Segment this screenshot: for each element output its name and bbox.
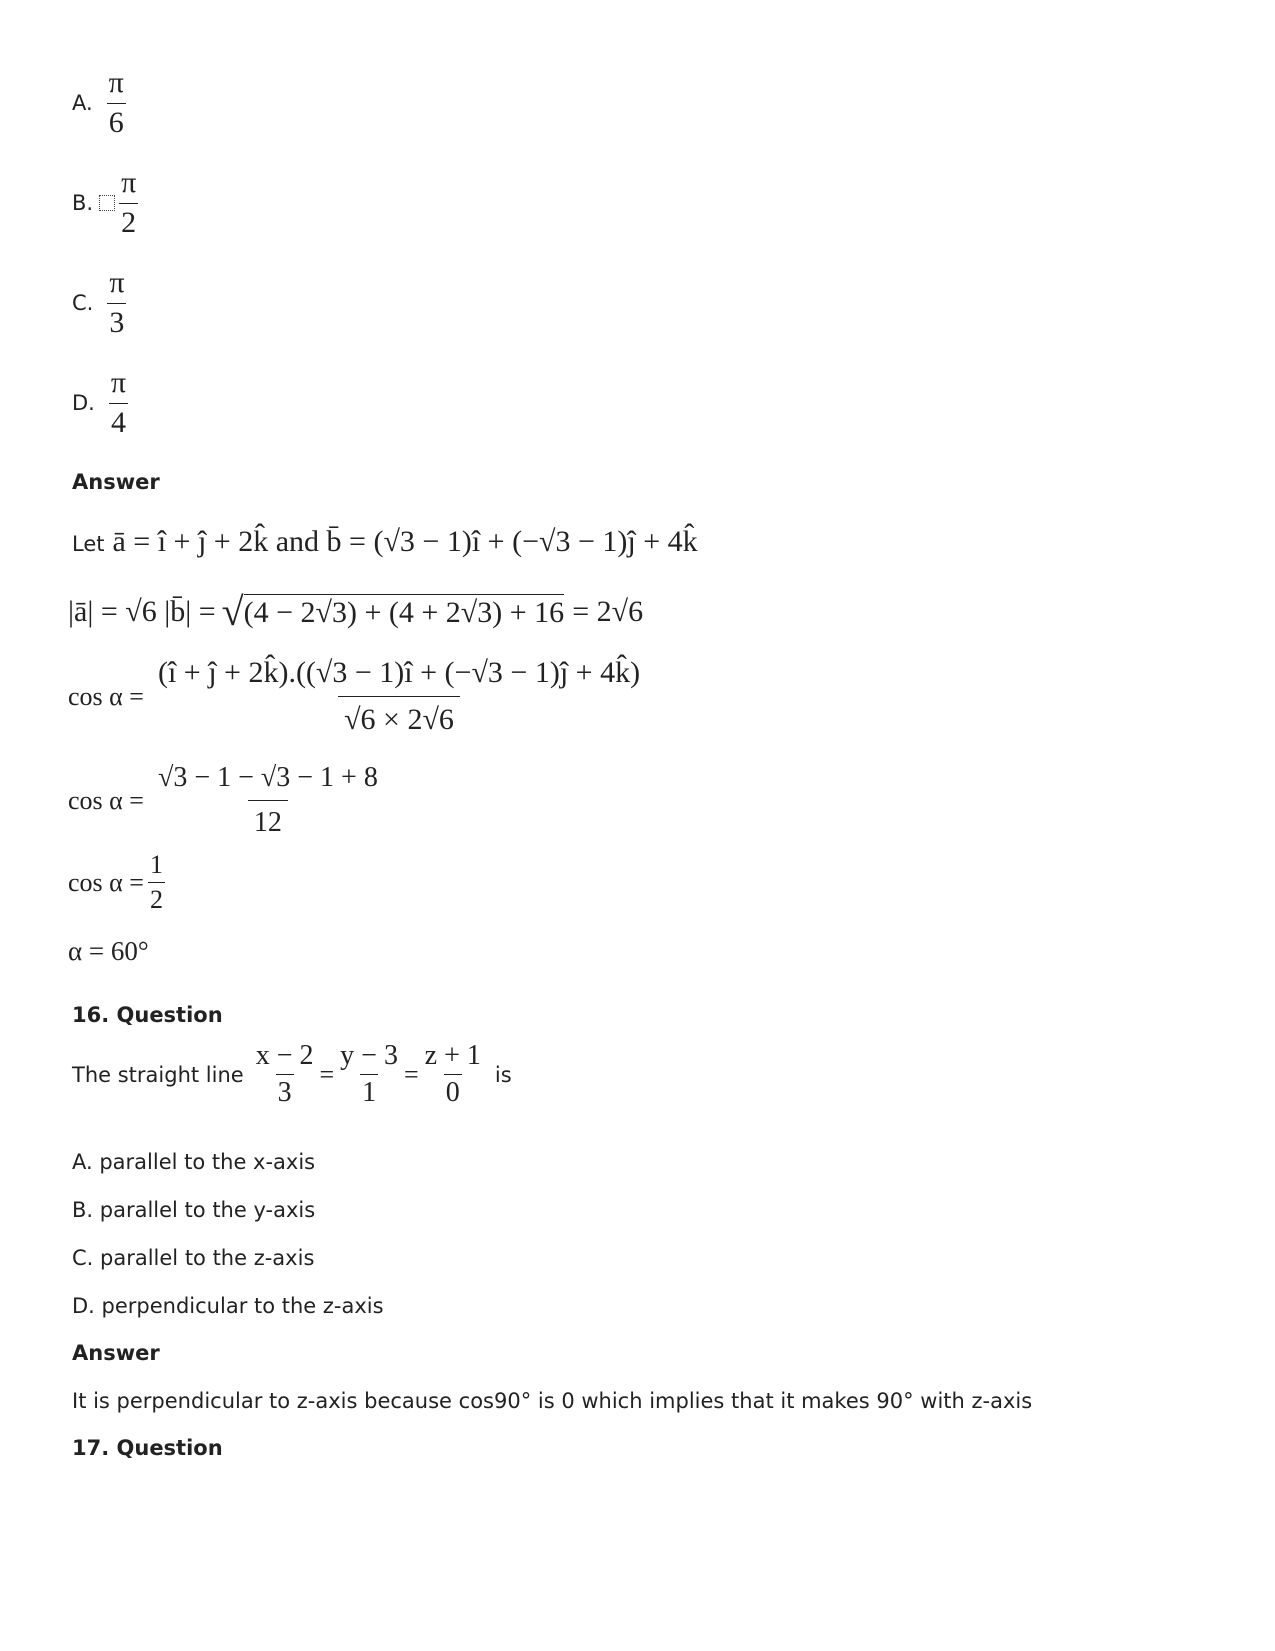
fraction-denominator: 0 [444,1074,462,1109]
line-fraction-y [338,1040,400,1109]
option-label: C. [72,291,94,315]
option-fraction: $\frac{\pi}{6}$ [108,66,124,139]
option-d [72,366,128,440]
question-16-answer-heading: Answer [72,1341,160,1365]
cos-step-3 [68,850,165,915]
question-16-option-b: B. parallel to the y-axis [72,1198,316,1222]
cos-fraction-2 [152,762,384,839]
option-fraction: $\frac{\pi}{3}$ [109,266,125,339]
question-16-option-a: A. parallel to the x-axis [72,1150,316,1174]
sqrt-sign-icon: √ [221,589,244,634]
magnitude-radicand: (4 − 2√3) + (4 + 2√3) + 16 [243,595,565,629]
cos-fraction-1 [152,656,646,737]
line-fraction-x [254,1040,316,1109]
vector-equation: ā = î + ĵ + 2k̂ and b̄ = (√3 − 1)î + (−√3 − 1)ĵ + 4k̂ [112,525,698,558]
question-16-option-c: C. parallel to the z-axis [72,1246,315,1270]
fraction-numerator: √3 − 1 − √3 − 1 + 8 [157,762,378,793]
statement-lead: The straight line [72,1062,244,1087]
option-b [72,166,138,240]
option-label: A. [72,91,93,115]
placeholder-box-icon [99,195,115,211]
statement-tail: is [494,1062,512,1087]
question-16-answer-text: It is perpendicular to z-axis because cos90° is 0 which implies that it makes 90° with z-axis [72,1389,1033,1413]
question-16-statement [72,1040,512,1109]
fraction-denominator: 1 [360,1074,378,1109]
vector-definition [72,525,698,559]
cos-label: cos α = [68,867,144,897]
fraction-numerator: (î + ĵ + 2k̂).((√3 − 1)î + (−√3 − 1)ĵ + 4k̂) [157,656,641,689]
option-label: D. [72,391,95,415]
answer-heading: Answer [72,470,160,494]
question-17-heading: 17. Question [72,1436,223,1460]
magnitude-equation [68,588,643,635]
cos-fraction-3 [148,850,165,915]
fraction-numerator: z + 1 [424,1040,481,1071]
option-fraction: $\frac{\pi}{2}$ [121,166,137,239]
fraction-denominator: √6 × 2√6 [338,696,460,737]
magnitude-right: = 2√6 [572,594,644,628]
option-fraction: $\frac{\pi}{4}$ [110,366,127,439]
option-a [72,66,126,140]
let-word: Let [72,532,105,556]
option-c [72,266,127,340]
line-fraction-z [423,1040,483,1109]
fraction-denominator: 12 [248,800,288,839]
cos-label: cos α = [68,785,144,815]
fraction-numerator: 1 [149,850,163,879]
question-16-option-d: D. perpendicular to the z-axis [72,1294,384,1318]
equals-sign: = [319,1059,335,1089]
cos-label: cos α = [68,681,144,711]
option-label: B. [72,191,94,215]
cos-step-1 [68,656,646,737]
cos-step-2 [68,762,384,839]
fraction-numerator: y − 3 [340,1040,398,1071]
fraction-denominator: 2 [148,882,165,915]
equals-sign: = [403,1059,419,1089]
question-16-heading: 16. Question [72,1003,223,1027]
magnitude-left: |ā| = √6 |b̄| = [68,594,216,628]
alpha-result: α = 60° [68,936,149,966]
fraction-numerator: x − 2 [255,1040,314,1071]
fraction-denominator: 3 [276,1074,294,1109]
